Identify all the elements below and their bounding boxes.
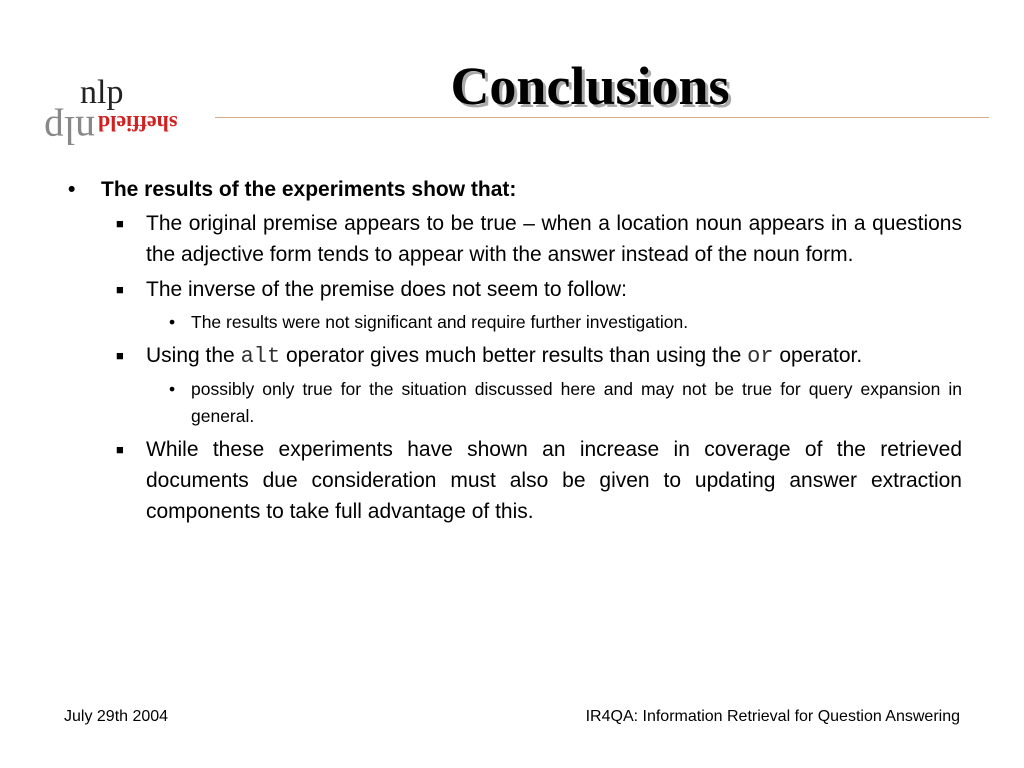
sub-bullet-4-text: While these experiments have shown an increase in coverage of the retrieved documents due consideration must also be given to updating answer extraction components to take full advantage of this. bbox=[146, 438, 962, 523]
title-container bbox=[330, 56, 850, 116]
square-bullet-icon: ■ bbox=[116, 348, 124, 363]
bullet-dot-icon: • bbox=[169, 379, 176, 399]
logo-sheffield-wordmark: sheffield bbox=[98, 111, 178, 136]
slide-body bbox=[64, 172, 962, 531]
sub-bullet-3 bbox=[64, 340, 962, 372]
nlp-sheffield-logo bbox=[42, 74, 212, 156]
slide-title: Conclusions bbox=[450, 56, 730, 116]
sub-sub-bullet-2 bbox=[64, 309, 962, 336]
square-bullet-icon: ■ bbox=[116, 216, 124, 231]
bullet-dot-icon: • bbox=[68, 178, 76, 201]
sub-bullet-3-post: operator. bbox=[773, 344, 863, 367]
sub-bullet-3-mid: operator gives much better results than using the bbox=[280, 344, 748, 367]
square-bullet-icon: ■ bbox=[116, 442, 124, 457]
square-bullet-icon: ■ bbox=[116, 282, 124, 297]
sub-bullet-2-text: The inverse of the premise does not seem to follow: bbox=[146, 278, 627, 301]
logo-nlp-mirrored: nlp bbox=[44, 108, 96, 153]
or-operator-code: or bbox=[747, 344, 774, 369]
footer-course-title: IR4QA: Information Retrieval for Question Answering bbox=[585, 708, 960, 725]
alt-operator-code: alt bbox=[240, 344, 281, 369]
sub-bullet-1 bbox=[64, 208, 962, 270]
sub-bullet-3-pre: Using the bbox=[146, 344, 241, 367]
sub-bullet-1-text: The original premise appears to be true – when a location noun appears in a questions the adjective form tends to appear with the answer instead of the noun form. bbox=[146, 212, 962, 266]
sub-bullet-2 bbox=[64, 274, 962, 305]
sub-sub-bullet-3-text: possibly only true for the situation discussed here and may not be true for query expansion in general. bbox=[191, 379, 962, 426]
main-bullet bbox=[64, 172, 962, 208]
sub-sub-bullet-3 bbox=[64, 376, 962, 430]
sub-sub-bullet-2-text: The results were not significant and require further investigation. bbox=[191, 312, 689, 332]
bullet-dot-icon: • bbox=[169, 312, 176, 332]
main-bullet-text: The results of the experiments show that: bbox=[101, 178, 517, 201]
footer-date: July 29th 2004 bbox=[64, 708, 169, 725]
sub-bullet-4 bbox=[64, 434, 962, 527]
logo-nlp-text: nlp bbox=[80, 74, 124, 111]
title-divider bbox=[215, 117, 989, 118]
